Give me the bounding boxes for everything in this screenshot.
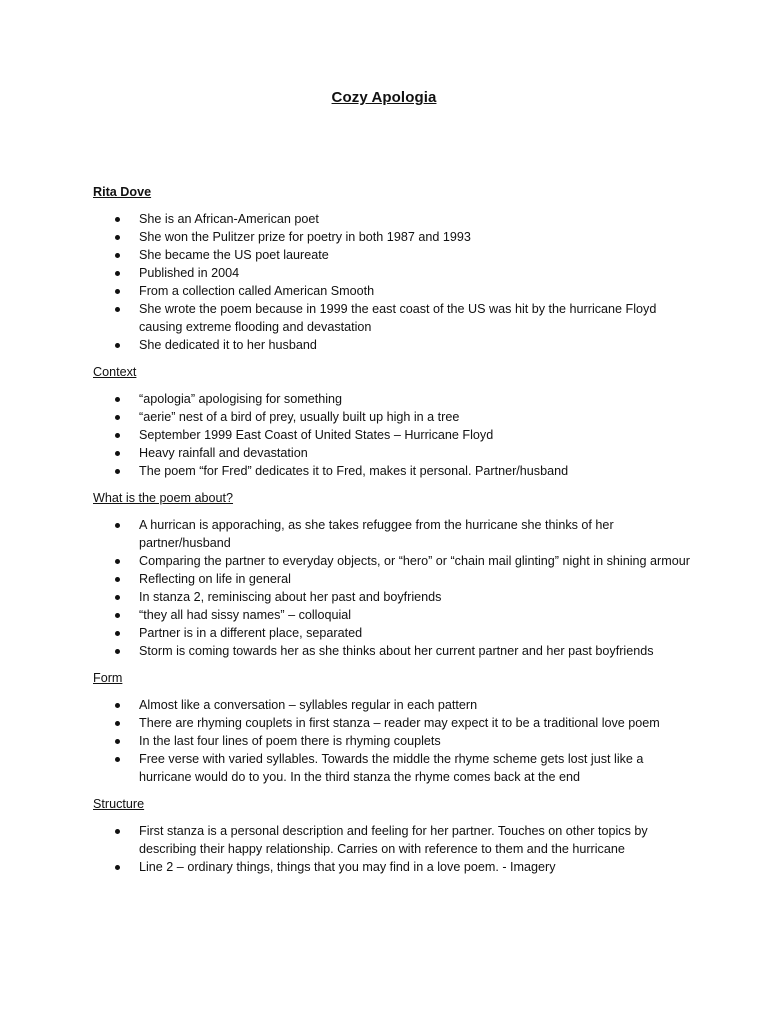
- list-item-text: “they all had sissy names” – colloquial: [139, 608, 352, 622]
- bullet-icon: [115, 595, 120, 600]
- bullet-icon: [115, 217, 120, 222]
- list-item: [93, 462, 693, 480]
- bullet-icon: [115, 829, 120, 834]
- bullet-icon: [115, 739, 120, 744]
- list-item-text: Comparing the partner to everyday objects, or “hero” or “chain mail glinting” night in shining armour: [139, 554, 690, 568]
- list-item-text: She became the US poet laureate: [139, 248, 329, 262]
- list-item: [93, 858, 693, 876]
- list-item-text: Almost like a conversation – syllables regular in each pattern: [139, 698, 478, 712]
- list-item: [93, 408, 693, 426]
- bullet-icon: [115, 757, 120, 762]
- bullet-icon: [115, 289, 120, 294]
- list-item-text: She won the Pulitzer prize for poetry in both 1987 and 1993: [139, 230, 471, 244]
- bullet-icon: [115, 523, 120, 528]
- list-item-text: “aerie” nest of a bird of prey, usually built up high in a tree: [139, 410, 460, 424]
- list-item-text: From a collection called American Smooth: [139, 284, 375, 298]
- bullet-list: [93, 516, 693, 660]
- list-item-text: “apologia” apologising for something: [139, 392, 343, 406]
- list-item: [93, 264, 693, 282]
- list-item-text: Published in 2004: [139, 266, 240, 280]
- list-item-text: Storm is coming towards her as she thinks about her current partner and her past boyfriends: [139, 644, 654, 658]
- document-title: Cozy Apologia: [331, 89, 437, 106]
- list-item-text: Reflecting on life in general: [139, 572, 291, 586]
- bullet-icon: [115, 235, 120, 240]
- list-item-text: September 1999 East Coast of United States – Hurricane Floyd: [139, 428, 494, 442]
- list-item: [93, 390, 693, 408]
- bullet-icon: [115, 865, 120, 870]
- section-heading: Form: [93, 671, 123, 685]
- list-item: [93, 300, 693, 336]
- bullet-icon: [115, 253, 120, 258]
- bullet-list: [93, 822, 693, 876]
- list-item: [93, 444, 693, 462]
- list-item-text: Free verse with varied syllables. Towards the middle the rhyme scheme gets lost just like a hurricane would do to you. In the third stanza the rhyme comes back at the end: [139, 752, 644, 784]
- list-item: [93, 228, 693, 246]
- bullet-icon: [115, 451, 120, 456]
- list-item: [93, 336, 693, 354]
- bullet-icon: [115, 559, 120, 564]
- list-item-text: Partner is in a different place, separated: [139, 626, 363, 640]
- list-item-text: Line 2 – ordinary things, things that you may find in a love poem. - Imagery: [139, 860, 556, 874]
- list-item: [93, 588, 693, 606]
- section-heading: What is the poem about?: [93, 491, 234, 505]
- list-item-text: In stanza 2, reminiscing about her past and boyfriends: [139, 590, 442, 604]
- list-item: [93, 714, 693, 732]
- list-item-text: In the last four lines of poem there is rhyming couplets: [139, 734, 441, 748]
- section-heading: Structure: [93, 797, 145, 811]
- list-item: [93, 570, 693, 588]
- list-item: [93, 642, 693, 660]
- bullet-list: [93, 696, 693, 786]
- list-item: [93, 516, 693, 552]
- list-item: [93, 696, 693, 714]
- bullet-icon: [115, 415, 120, 420]
- bullet-icon: [115, 433, 120, 438]
- list-item: [93, 732, 693, 750]
- list-item: [93, 282, 693, 300]
- bullet-icon: [115, 469, 120, 474]
- section-heading: Rita Dove: [93, 185, 152, 199]
- bullet-icon: [115, 631, 120, 636]
- bullet-icon: [115, 721, 120, 726]
- bullet-icon: [115, 307, 120, 312]
- list-item: [93, 210, 693, 228]
- bullet-icon: [115, 343, 120, 348]
- bullet-icon: [115, 613, 120, 618]
- bullet-icon: [115, 271, 120, 276]
- list-item-text: Heavy rainfall and devastation: [139, 446, 308, 460]
- section-heading: Context: [93, 365, 137, 379]
- bullet-list: [93, 390, 693, 480]
- list-item-text: The poem “for Fred” dedicates it to Fred, makes it personal. Partner/husband: [139, 464, 569, 478]
- list-item-text: There are rhyming couplets in first stanza – reader may expect it to be a traditional love poem: [139, 716, 660, 730]
- list-item-text: First stanza is a personal description and feeling for her partner. Touches on other topics by describing their happy relationship. Carries on with reference to them and the hurricane: [139, 824, 648, 856]
- list-item-text: She wrote the poem because in 1999 the east coast of the US was hit by the hurricane Floyd causing extreme flooding and devastation: [139, 302, 657, 334]
- bullet-icon: [115, 577, 120, 582]
- bullet-list: [93, 210, 693, 354]
- list-item: [93, 750, 693, 786]
- list-item-text: She dedicated it to her husband: [139, 338, 317, 352]
- list-item: [93, 246, 693, 264]
- bullet-icon: [115, 703, 120, 708]
- list-item-text: She is an African-American poet: [139, 212, 319, 226]
- list-item: [93, 426, 693, 444]
- list-item-text: A hurrican is apporaching, as she takes refuggee from the hurricane she thinks of her partner/husband: [139, 518, 614, 550]
- list-item: [93, 822, 693, 858]
- list-item: [93, 552, 693, 570]
- list-item: [93, 606, 693, 624]
- document-body: [93, 183, 693, 885]
- bullet-icon: [115, 397, 120, 402]
- bullet-icon: [115, 649, 120, 654]
- list-item: [93, 624, 693, 642]
